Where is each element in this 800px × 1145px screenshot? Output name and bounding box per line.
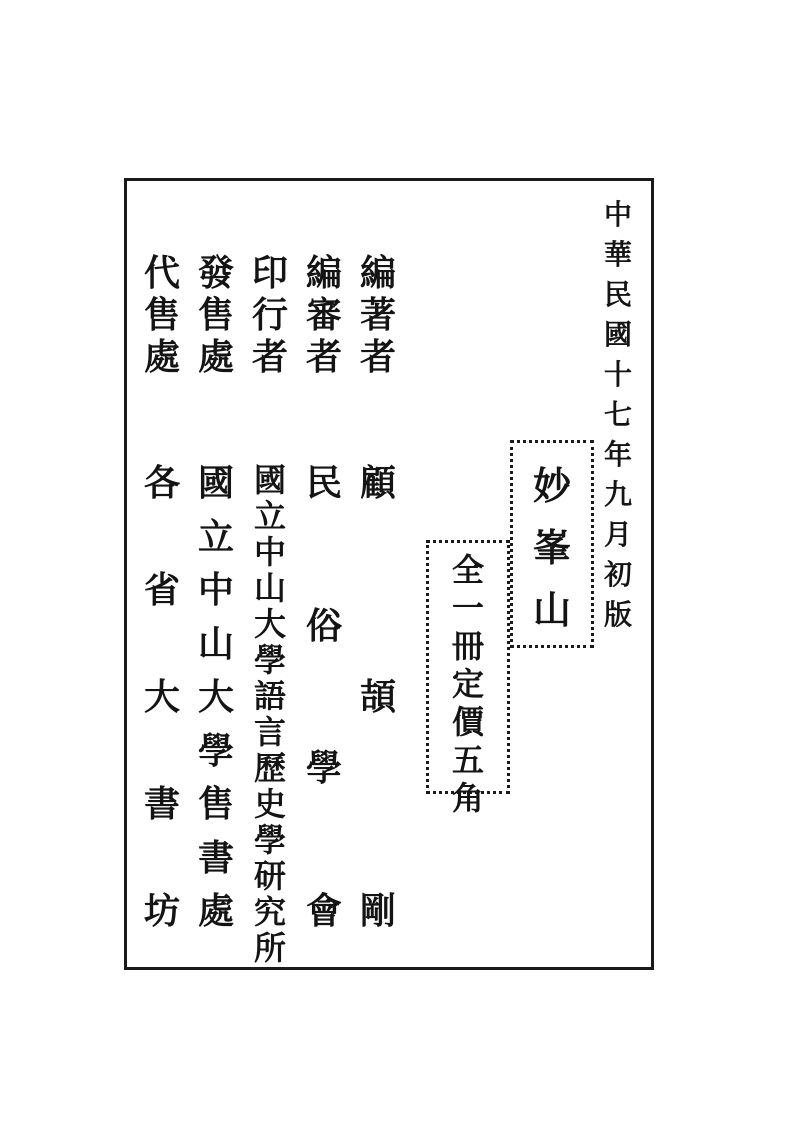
- distributor-label: 發 售 處: [197, 252, 234, 378]
- distributor-name: 國 立 中 山 大 學 售 書 處: [197, 462, 234, 932]
- title-box: [510, 440, 594, 648]
- compiler-label: 編 著 者: [359, 252, 396, 378]
- edition-date: 中 華 民 國 十 七 年 九 月 初 版: [603, 198, 632, 631]
- reviewer-label: 編 審 者: [305, 252, 342, 378]
- agent-name: 各 省 大 書 坊: [143, 462, 180, 932]
- price-box: [426, 540, 510, 817]
- compiler-name: 顧 頡 剛: [359, 462, 396, 932]
- agent-label: 代 售 處: [143, 252, 180, 378]
- book-title: 妙 峯 山: [532, 463, 571, 632]
- printer-label: 印 行 者: [251, 252, 288, 378]
- price-text: 全 一 冊 定 價 五 角: [451, 551, 484, 817]
- reviewer-name: 民 俗 學 會: [305, 462, 342, 932]
- printer-name: 國 立 中 山 大 學 語 言 歷 史 學 研 究 所: [253, 461, 286, 967]
